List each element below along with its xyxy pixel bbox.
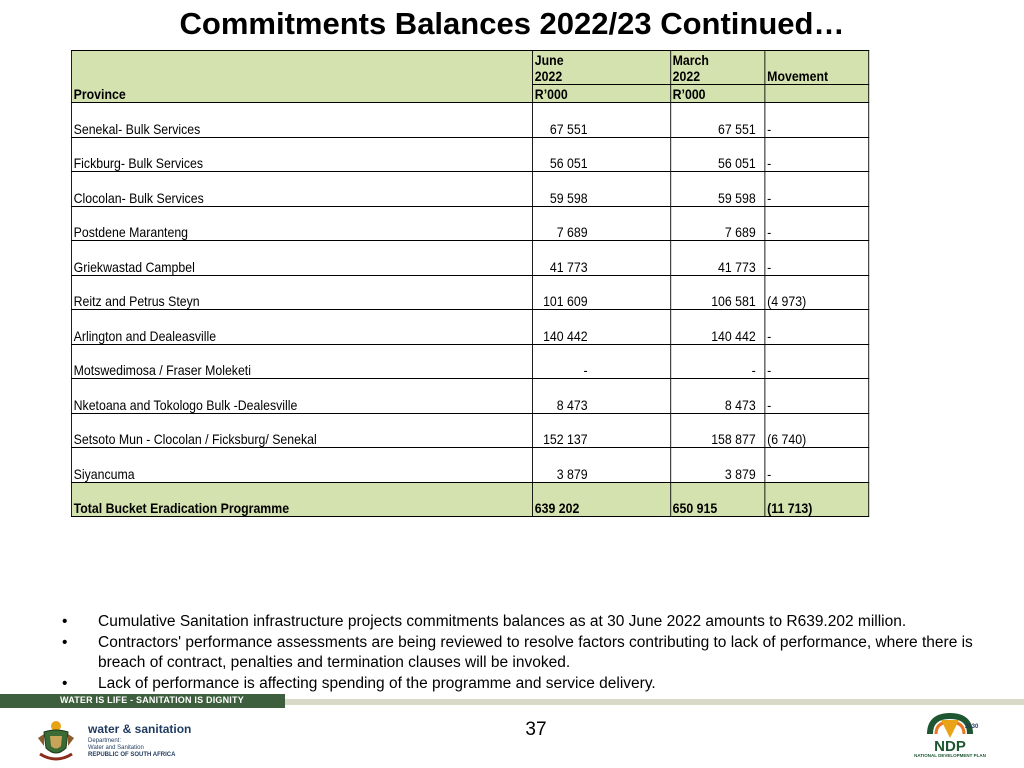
table-row <box>71 344 868 379</box>
logo-line-ministry: Water and Sanitation <box>88 745 144 751</box>
cell-province: Postdene Maranteng <box>71 206 532 241</box>
header-march-unit: R’000 <box>670 85 765 103</box>
cell-province: Arlington and Dealeasville <box>71 310 532 345</box>
cell-movement: - <box>765 172 869 207</box>
table-row <box>71 103 868 138</box>
banner-stripe <box>270 699 1024 705</box>
cell-june-value: 140 442 <box>543 327 588 344</box>
cell-movement: - <box>765 344 869 379</box>
cell-province: Senekal- Bulk Services <box>71 103 532 138</box>
header-march-year: 2022 <box>672 68 701 84</box>
header-june-unit: R’000 <box>533 85 671 103</box>
ndp-letters: NDP <box>934 738 966 754</box>
bullet-text: Lack of performance is affecting spending of the programme and service delivery. <box>98 674 656 692</box>
cell-province: Griekwastad Campbel <box>71 241 532 276</box>
bullet-text: Contractors' performance assessments are being reviewed to resolve factors contributing to lack of performance, where there is breach of contract, penalties and termination clauses will be invoked. <box>98 633 973 671</box>
cell-province: Setsoto Mun - Clocolan / Ficksburg/ Senekal <box>71 413 532 448</box>
cell-movement: - <box>765 448 869 483</box>
table-row <box>71 379 868 414</box>
table-row <box>71 206 868 241</box>
cell-march: 3 879 <box>670 448 765 483</box>
cell-june <box>533 275 671 310</box>
logo-title: water & sanitation <box>88 722 192 736</box>
total-movement: (11 713) <box>765 482 869 516</box>
bullet-list <box>62 612 1012 694</box>
coat-of-arms-icon <box>36 718 76 762</box>
table-row <box>71 448 868 483</box>
cell-june <box>533 137 671 172</box>
table-row <box>71 241 868 276</box>
ndp-logo-icon <box>910 712 990 754</box>
logo-line-country: REPUBLIC OF SOUTH AFRICA <box>88 752 176 758</box>
bullet-item <box>62 674 1012 695</box>
cell-march: 67 551 <box>670 103 765 138</box>
bullet-item <box>62 633 1012 674</box>
header-june <box>533 51 671 85</box>
cell-march: 7 689 <box>670 206 765 241</box>
cell-province: Nketoana and Tokologo Bulk -Dealesville <box>71 379 532 414</box>
header-movement-unit <box>765 85 869 103</box>
cell-june-value: 101 609 <box>543 293 588 309</box>
cell-movement: - <box>765 379 869 414</box>
header-june-year: 2022 <box>534 68 563 84</box>
cell-movement: - <box>765 103 869 138</box>
cell-june <box>533 103 671 138</box>
cell-june-value: 3 879 <box>556 465 588 482</box>
table-row <box>71 310 868 345</box>
cell-march: 56 051 <box>670 137 765 172</box>
table-row <box>71 172 868 207</box>
header-movement: Movement <box>765 51 869 85</box>
cell-june <box>533 172 671 207</box>
banner-text: WATER IS LIFE - SANITATION IS DIGNITY <box>60 695 244 705</box>
cell-march: 106 581 <box>670 275 765 310</box>
footer-banner <box>0 694 1024 710</box>
table-row <box>71 413 868 448</box>
bullet-symbol: • <box>62 633 68 651</box>
header-march <box>670 51 765 85</box>
cell-june-value: 7 689 <box>556 224 588 240</box>
cell-province: Motswedimosa / Fraser Moleketi <box>71 344 532 379</box>
table-total-row <box>71 482 868 516</box>
cell-march: 59 598 <box>670 172 765 207</box>
cell-june-value: 59 598 <box>549 189 588 206</box>
logo-subtitle <box>88 738 175 759</box>
logo-line-department: Department: <box>88 738 122 744</box>
ndp-year: 2030 <box>965 724 979 730</box>
cell-march: - <box>670 344 765 379</box>
header-march-month: March <box>672 52 709 68</box>
header-province: Province <box>71 51 532 103</box>
table-header-row <box>71 51 868 85</box>
cell-movement: - <box>765 206 869 241</box>
cell-movement: - <box>765 310 869 345</box>
cell-june <box>533 379 671 414</box>
page-number: 37 <box>525 719 547 740</box>
commitments-table <box>71 50 869 517</box>
table-row <box>71 275 868 310</box>
cell-movement: (6 740) <box>765 413 869 448</box>
cell-june <box>533 310 671 345</box>
cell-movement: - <box>765 241 869 276</box>
cell-june-value: 67 551 <box>549 120 588 137</box>
department-logo <box>36 716 206 764</box>
cell-june-value: 8 473 <box>556 396 588 413</box>
ndp-logo <box>910 712 990 766</box>
cell-movement: (4 973) <box>765 275 869 310</box>
total-label: Total Bucket Eradication Programme <box>71 482 532 516</box>
page-title: Commitments Balances 2022/23 Continued… <box>179 6 845 41</box>
cell-province: Reitz and Petrus Steyn <box>71 275 532 310</box>
cell-movement: - <box>765 137 869 172</box>
cell-june <box>533 448 671 483</box>
bullet-symbol: • <box>62 613 68 630</box>
header-june-month: June <box>534 52 564 68</box>
cell-march: 158 877 <box>670 413 765 448</box>
bullet-symbol: • <box>62 674 68 692</box>
bullet-text: Cumulative Sanitation infrastructure projects commitments balances as at 30 June 2022 amounts to R639.202 million. <box>98 613 907 630</box>
cell-province: Fickburg- Bulk Services <box>71 137 532 172</box>
cell-june <box>533 344 671 379</box>
cell-june-value: 41 773 <box>549 258 588 275</box>
cell-june <box>533 241 671 276</box>
total-march: 650 915 <box>670 482 765 516</box>
table-body <box>71 103 868 483</box>
cell-june-value: 56 051 <box>549 155 588 171</box>
cell-province: Siyancuma <box>71 448 532 483</box>
total-june: 639 202 <box>533 482 671 516</box>
bullet-item <box>62 612 1012 633</box>
cell-june <box>533 206 671 241</box>
ndp-caption: NATIONAL DEVELOPMENT PLAN <box>914 753 986 758</box>
cell-june-value: - <box>583 362 588 378</box>
table-row <box>71 137 868 172</box>
cell-march: 140 442 <box>670 310 765 345</box>
cell-province: Clocolan- Bulk Services <box>71 172 532 207</box>
cell-june-value: 152 137 <box>543 431 588 447</box>
cell-march: 8 473 <box>670 379 765 414</box>
cell-june <box>533 413 671 448</box>
cell-march: 41 773 <box>670 241 765 276</box>
